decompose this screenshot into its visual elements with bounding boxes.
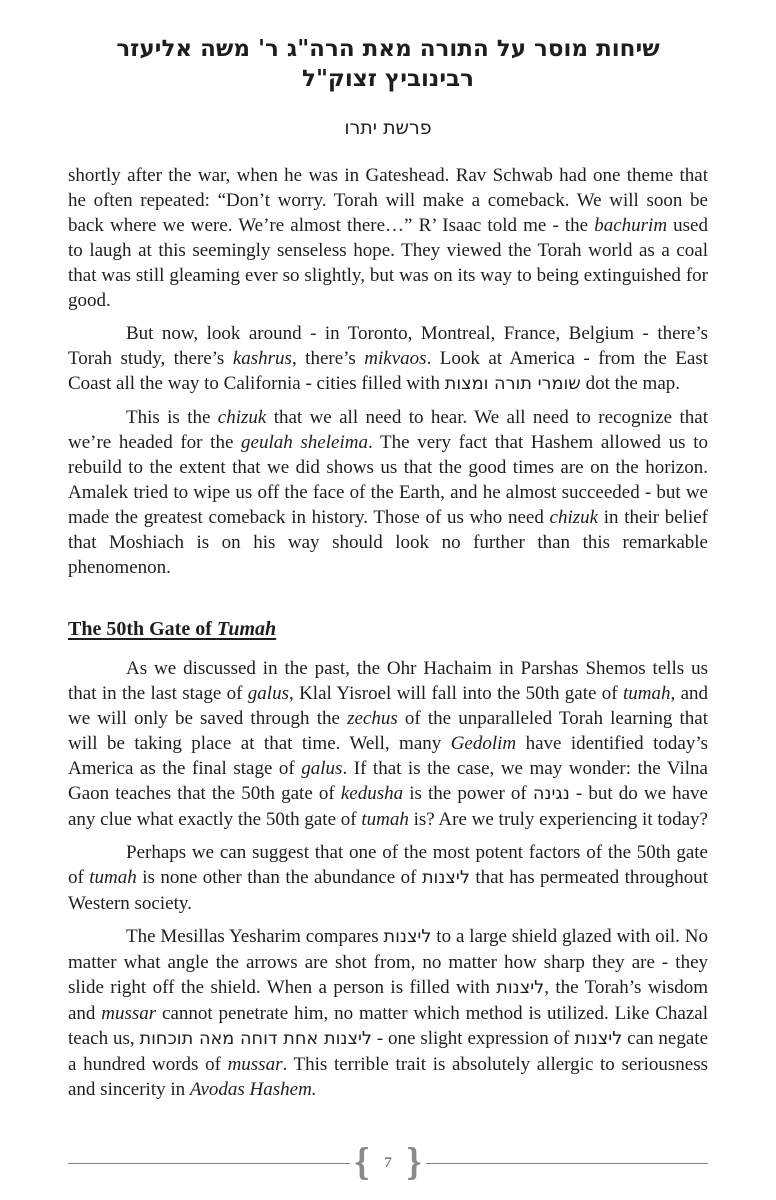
hebrew-phrase: ליצנות	[496, 978, 545, 998]
page-footer	[68, 1143, 708, 1183]
paragraph: But now, look around - in Toronto, Montreal, France, Belgium - there’s Torah study, there’s kashrus, there’s mikvaos. Look at America - from the East Coast all the way to California - cities filled with שומרי תורה ומצות dot the map.	[68, 323, 709, 394]
hebrew-phrase: ליצנות אחת דוחה מאה תוכחות	[139, 1029, 372, 1049]
hebrew-phrase: ליצנות	[421, 868, 470, 888]
hebrew-phrase: ליצנות	[574, 1029, 623, 1049]
footer-rule-left	[68, 1163, 350, 1164]
paragraph: This is the chizuk that we all need to hear. We all need to recognize that we’re headed for the geulah sheleima. The very fact that Hashem allowed us to rebuild to the extent that we did shows us that the good times are on the horizon. Amalek tried to wipe us off the face of the Earth, and he almost succeeded - but we made the greatest comeback in history. Those of us who need chizuk in their belief that Moshiach is on his way should look no further than this remarkable phenomenon.	[68, 407, 708, 578]
hebrew-phrase: נגינה	[532, 784, 570, 804]
document-body	[68, 163, 708, 1102]
left-bracket-icon: {	[353, 1142, 371, 1184]
page-number: 7	[384, 1154, 392, 1171]
parsha-subtitle: פרשת יתרו	[344, 117, 432, 139]
section-heading: The 50th Gate of Tumah	[68, 618, 277, 640]
paragraph: Perhaps we can suggest that one of the most potent factors of the 50th gate of tumah is none other than the abundance of ליצנות that has permeated throughout Western society.	[68, 842, 708, 914]
hebrew-phrase: שומרי תורה ומצות	[444, 374, 581, 394]
paragraph: The Mesillas Yesharim compares ליצנות to a large shield glazed with oil. No matter what angle the arrows are shot from, no matter how sharp they are - they slide right off the shield. When a person is filled with ליצנות, the Torah’s wisdom and mussar cannot penetrate him, no matter which method is utilized. Like Chazal teach us, ליצנות אחת דוחה מאה תוכחות - one slight expression of ליצנות can negate a hundred words of mussar. This terrible trait is absolutely allergic to seriousness and sincerity in Avodas Hashem.	[68, 926, 709, 1100]
right-bracket-icon: }	[405, 1142, 423, 1184]
paragraph: As we discussed in the past, the Ohr Hachaim in Parshas Shemos tells us that in the last stage of galus, Klal Yisroel will fall into the 50th gate of tumah, and we will only be saved through the zechus of the unparalleled Torah learning that will be taking place at that time. Well, many Gedolim have identified today’s America as the final stage of galus. If that is the case, we may wonder: the Vilna Gaon teaches that the 50th gate of kedusha is the power of נגינה - but do we have any clue what exactly the 50th gate of tumah is? Are we truly experiencing it today?	[68, 658, 708, 830]
footer-rule-right	[426, 1163, 708, 1164]
paragraph: shortly after the war, when he was in Gateshead. Rav Schwab had one theme that he often repeated: “Don’t worry. Torah will make a comeback. We will soon be back where we were. We’re almost there…” R’ Isaac told me - the bachurim used to laugh at this seemingly senseless hope. They viewed the Torah world as a coal that was still gleaming ever so slightly, but was on its way to being extinguished for good.	[68, 165, 708, 311]
document-title-hebrew: שיחות מוסר על התורה מאת הרה"ג ר' משה אליעזר רבינוביץ זצוק"ל	[116, 35, 660, 92]
hebrew-phrase: ליצנות	[383, 927, 432, 947]
